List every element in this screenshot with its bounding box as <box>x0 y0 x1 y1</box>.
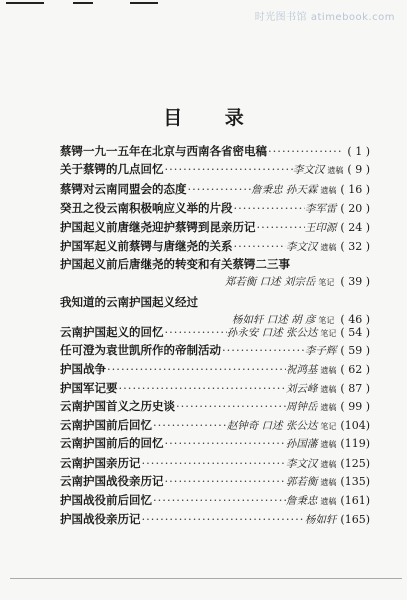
toc-entry-title: 蔡锷一九一五年在北京与西南各省密电稿 <box>60 144 267 158</box>
toc-entry-page: ( 54 ) <box>340 326 370 339</box>
toc-entry-page: ( 59 ) <box>340 344 370 357</box>
toc-entry-role: 遗稿 <box>320 366 337 375</box>
toc-entry-author: 詹秉忠 <box>285 495 318 507</box>
toc-leader-dots <box>152 417 227 433</box>
toc-entry-title: 云南护国前后的回忆 <box>60 436 164 450</box>
toc-entry-author: 郑若衡 口述 刘宗岳 <box>224 276 316 288</box>
toc-entry-role: 笔记 <box>318 316 335 325</box>
toc-entry-title: 护国军记要 <box>60 381 118 395</box>
toc-entry-role: 遗稿 <box>327 166 344 175</box>
toc-entry-author: 李文汉 <box>292 164 325 176</box>
toc-entry-title: 护国军起义前蔡锷与唐继尧的关系 <box>60 239 233 253</box>
toc-entry-title: 癸丑之役云南积极响应义举的片段 <box>60 201 233 215</box>
toc-entry-title: 云南护国首义之历史谈 <box>60 399 175 413</box>
toc-entry-role: 遗稿 <box>320 440 337 449</box>
toc-entry-page: ( 46 ) <box>340 313 370 326</box>
toc-entry-author: 祝鸿基 <box>285 364 318 376</box>
toc-entry-title: 云南护国战役亲历记 <box>60 474 164 488</box>
toc-entry[interactable] <box>60 435 370 451</box>
toc-leader-dots <box>118 380 286 396</box>
toc-entry[interactable] <box>60 492 370 508</box>
toc-leader-dots <box>256 219 305 235</box>
toc-entry-continuation <box>60 274 370 290</box>
toc-entry-author: 李军雷 <box>304 203 337 215</box>
toc-entry-title: 护国起义前唐继尧迎护蔡锷到昆亲历记 <box>60 220 256 234</box>
toc-entry[interactable] <box>60 161 370 177</box>
toc-entry-page: (104) <box>340 419 370 432</box>
toc-entry-author: 詹秉忠 孙天霖 <box>251 184 318 196</box>
bottom-rule <box>10 578 402 579</box>
toc-entry-title: 护国战役前后回忆 <box>60 493 152 507</box>
toc-entry[interactable] <box>60 200 370 216</box>
toc-entry-role: 遗稿 <box>320 403 337 412</box>
toc-leader-dots <box>152 492 286 508</box>
toc-entry[interactable] <box>60 324 370 340</box>
toc-leader-dots <box>141 455 286 471</box>
toc-entry-author: 李子辉 <box>304 345 337 357</box>
toc-entry-author: 周钟岳 <box>285 401 318 413</box>
toc-entry[interactable] <box>60 181 370 197</box>
toc-entry[interactable] <box>60 417 370 433</box>
toc-leader-dots <box>267 143 343 159</box>
toc-leader-dots <box>164 324 227 340</box>
toc-entry-role: 遗稿 <box>320 243 337 252</box>
toc-leader-dots <box>141 511 305 527</box>
toc-leader-dots <box>164 473 286 489</box>
toc-entry-author: 郭若衡 <box>285 476 318 488</box>
toc-leader-dots <box>106 361 286 377</box>
toc-entry-title: 任可澄为袁世凯所作的帝制活动 <box>60 343 221 357</box>
toc-leader-dots <box>233 238 286 254</box>
watermark: 时光图书馆 atimebook.com <box>254 12 395 23</box>
toc-entry-title: 云南护国前后回忆 <box>60 418 152 432</box>
toc-entry[interactable] <box>60 511 370 527</box>
toc-entry-title: 护国起义前后唐继尧的转变和有关蔡锷二三事 <box>60 257 290 271</box>
toc-entry[interactable] <box>60 143 370 159</box>
toc-entry-role: 笔记 <box>320 422 337 431</box>
toc-entry-title: 关于蔡锷的几点回忆 <box>60 162 164 176</box>
toc-leader-dots <box>164 435 286 451</box>
toc-entry-page: ( 1 ) <box>347 145 370 158</box>
toc-entry-page: ( 87 ) <box>340 382 370 395</box>
toc-entry-role: 遗稿 <box>320 478 337 487</box>
toc-entry-page: ( 9 ) <box>347 163 370 176</box>
toc-entry-title: 云南护国亲历记 <box>60 456 141 470</box>
toc-entry-title: 云南护国起义的回忆 <box>60 325 164 339</box>
toc-entry-author: 孙永安 口述 张公达 <box>226 327 318 339</box>
toc-entry[interactable] <box>60 256 370 272</box>
toc-entry[interactable] <box>60 294 370 310</box>
toc-entry-page: ( 24 ) <box>340 221 370 234</box>
toc-entry-author: 王印源 <box>304 222 337 234</box>
toc-entry-title: 护国战役亲历记 <box>60 512 141 526</box>
toc-entry-page: ( 99 ) <box>340 400 370 413</box>
toc-entry-page: (161) <box>340 494 370 507</box>
toc-entry-page: (125) <box>340 457 370 470</box>
toc-entry-page: ( 16 ) <box>340 183 370 196</box>
toc-entry-page: (119) <box>340 437 370 450</box>
toc-entry-role: 笔记 <box>318 278 335 287</box>
toc-entry-title: 蔡锷对云南同盟会的态度 <box>60 182 187 196</box>
toc-entry[interactable] <box>60 398 370 414</box>
toc-leader-dots <box>221 342 305 358</box>
toc-entry[interactable] <box>60 380 370 396</box>
toc-entry-page: ( 32 ) <box>340 240 370 253</box>
toc-entry-title: 护国战争 <box>60 362 106 376</box>
toc-leader-dots <box>175 398 286 414</box>
toc-entry-role: 笔记 <box>320 329 337 338</box>
toc-entry[interactable] <box>60 238 370 254</box>
toc-entry[interactable] <box>60 361 370 377</box>
toc-entry-author: 李文汉 <box>285 458 318 470</box>
toc-entry-role: 遗稿 <box>320 497 337 506</box>
toc-entry[interactable] <box>60 473 370 489</box>
toc-entry-author: 李文汉 <box>285 241 318 253</box>
toc-entry[interactable] <box>60 219 370 235</box>
toc-entry-page: ( 20 ) <box>340 202 370 215</box>
toc-entry-page: (135) <box>340 475 370 488</box>
toc-leader-dots <box>233 200 305 216</box>
toc-entry-title: 我知道的云南护国起义经过 <box>60 295 198 309</box>
toc-entry-author: 杨如轩 <box>304 514 337 526</box>
toc-entry-page: ( 62 ) <box>340 363 370 376</box>
toc-entry[interactable] <box>60 342 370 358</box>
toc-entry-role: 遗稿 <box>320 186 337 195</box>
toc-entry-page: ( 39 ) <box>340 275 370 288</box>
toc-entry[interactable] <box>60 455 370 471</box>
toc-entry-role: 遗稿 <box>320 460 337 469</box>
toc-entry-role: 遗稿 <box>320 385 337 394</box>
toc-leader-dots <box>164 161 293 177</box>
toc-entry-author: 刘云峰 <box>285 383 318 395</box>
page-title: 目 录 <box>163 107 262 129</box>
toc-entry-author: 杨如轩 口述 胡 彦 <box>231 314 316 326</box>
toc-entry-page: (165) <box>340 513 370 526</box>
toc-entry-author: 孙国藩 <box>285 438 318 450</box>
toc-leader-dots <box>187 181 252 197</box>
toc-entry-author: 赵钟奇 口述 张公达 <box>226 420 318 432</box>
